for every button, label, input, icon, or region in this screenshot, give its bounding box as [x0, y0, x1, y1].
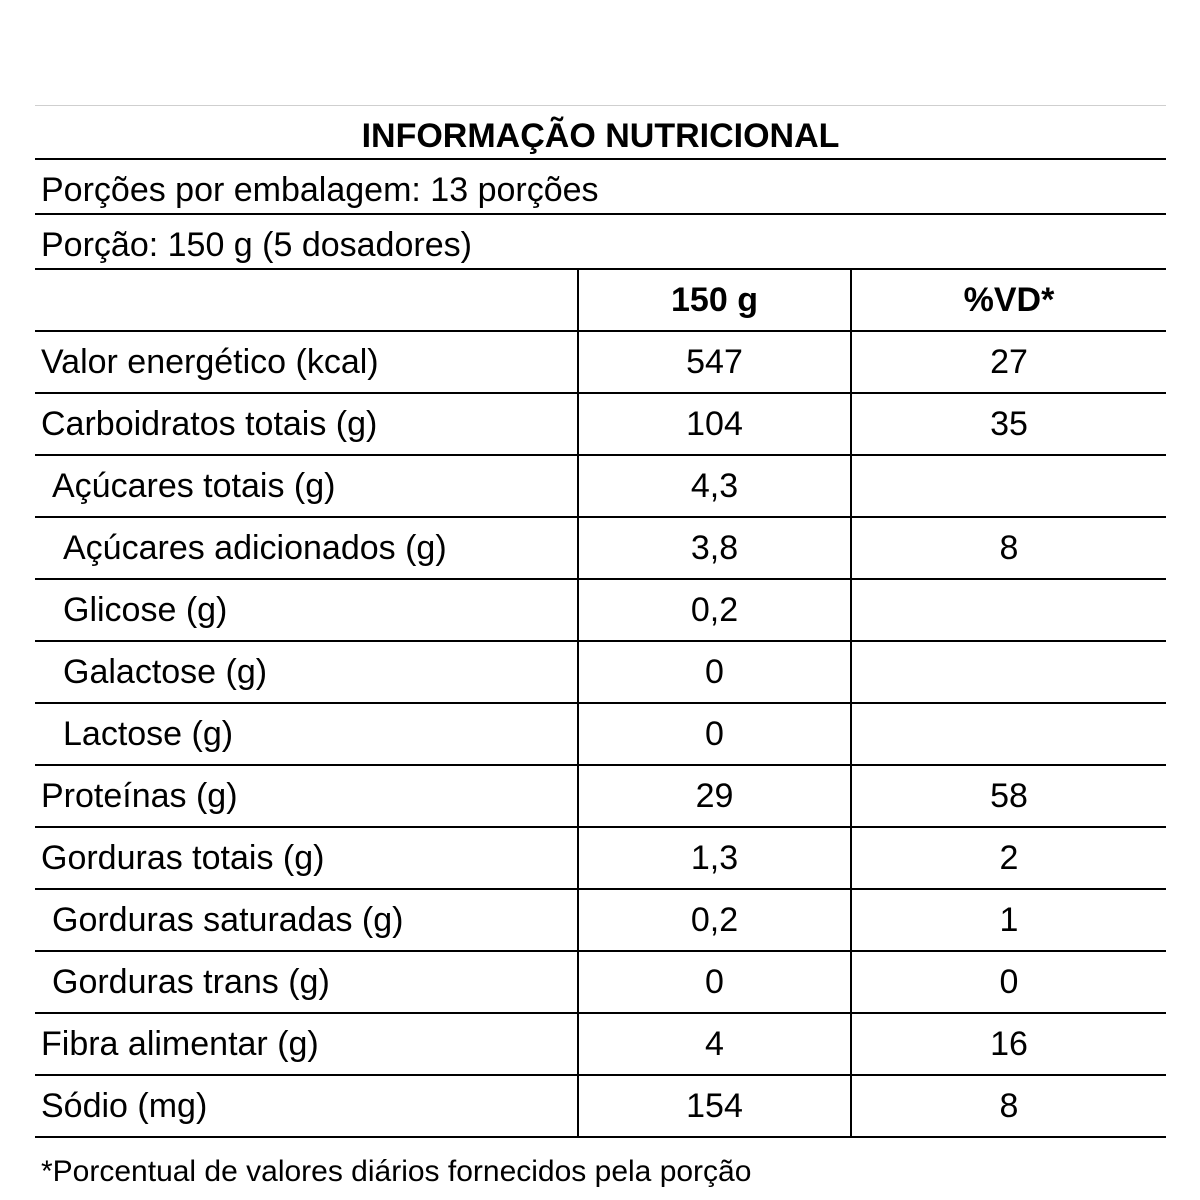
nutrient-quantity: 3,8 — [578, 517, 851, 579]
nutrient-name: Fibra alimentar (g) — [35, 1013, 578, 1075]
table-row — [35, 889, 1166, 951]
table-header-row — [35, 270, 1166, 331]
table-row — [35, 641, 1166, 703]
label-title: INFORMAÇÃO NUTRICIONAL — [35, 106, 1166, 160]
nutrient-name: Gorduras trans (g) — [35, 951, 578, 1013]
column-header-daily-value: %VD* — [851, 270, 1166, 331]
nutrient-name: Carboidratos totais (g) — [35, 393, 578, 455]
nutrient-daily-value: 16 — [851, 1013, 1166, 1075]
nutrient-quantity: 0,2 — [578, 889, 851, 951]
nutrient-quantity: 104 — [578, 393, 851, 455]
nutrient-daily-value: 27 — [851, 331, 1166, 393]
nutrient-name: Açúcares totais (g) — [35, 455, 578, 517]
nutrient-daily-value: 8 — [851, 1075, 1166, 1137]
nutrient-daily-value — [851, 641, 1166, 703]
servings-per-package: Porções por embalagem: 13 porções — [35, 160, 1166, 215]
nutrient-daily-value: 8 — [851, 517, 1166, 579]
nutrient-daily-value: 1 — [851, 889, 1166, 951]
nutrient-daily-value: 2 — [851, 827, 1166, 889]
nutrient-quantity: 154 — [578, 1075, 851, 1137]
nutrient-quantity: 0,2 — [578, 579, 851, 641]
nutrient-daily-value: 58 — [851, 765, 1166, 827]
table-row — [35, 393, 1166, 455]
nutrient-name: Galactose (g) — [35, 641, 578, 703]
serving-size: Porção: 150 g (5 dosadores) — [35, 215, 1166, 270]
nutrient-daily-value — [851, 455, 1166, 517]
nutrient-quantity: 0 — [578, 703, 851, 765]
nutrient-daily-value — [851, 579, 1166, 641]
nutrient-daily-value: 35 — [851, 393, 1166, 455]
column-header-nutrient — [35, 270, 578, 331]
nutrient-quantity: 0 — [578, 951, 851, 1013]
nutrient-name: Sódio (mg) — [35, 1075, 578, 1137]
table-row — [35, 579, 1166, 641]
nutrient-name: Valor energético (kcal) — [35, 331, 578, 393]
nutrient-quantity: 0 — [578, 641, 851, 703]
footnote: *Porcentual de valores diários fornecidos pela porção — [41, 1155, 752, 1188]
nutrient-daily-value: 0 — [851, 951, 1166, 1013]
nutrient-quantity: 1,3 — [578, 827, 851, 889]
table-row — [35, 455, 1166, 517]
nutrient-daily-value — [851, 703, 1166, 765]
table-row — [35, 331, 1166, 393]
table-row — [35, 827, 1166, 889]
nutrient-quantity: 4 — [578, 1013, 851, 1075]
table-row — [35, 1013, 1166, 1075]
table-row — [35, 703, 1166, 765]
nutrient-quantity: 4,3 — [578, 455, 851, 517]
nutrient-quantity: 547 — [578, 331, 851, 393]
nutrient-name: Glicose (g) — [35, 579, 578, 641]
nutrient-name: Gorduras saturadas (g) — [35, 889, 578, 951]
column-header-quantity: 150 g — [578, 270, 851, 331]
nutrition-table — [35, 270, 1166, 1138]
nutrient-name: Proteínas (g) — [35, 765, 578, 827]
table-row — [35, 517, 1166, 579]
nutrient-name: Lactose (g) — [35, 703, 578, 765]
nutrition-facts-label — [35, 105, 1166, 1192]
nutrient-quantity: 29 — [578, 765, 851, 827]
nutrient-name: Gorduras totais (g) — [35, 827, 578, 889]
table-row — [35, 1075, 1166, 1137]
nutrient-name: Açúcares adicionados (g) — [35, 517, 578, 579]
table-row — [35, 765, 1166, 827]
table-row — [35, 951, 1166, 1013]
